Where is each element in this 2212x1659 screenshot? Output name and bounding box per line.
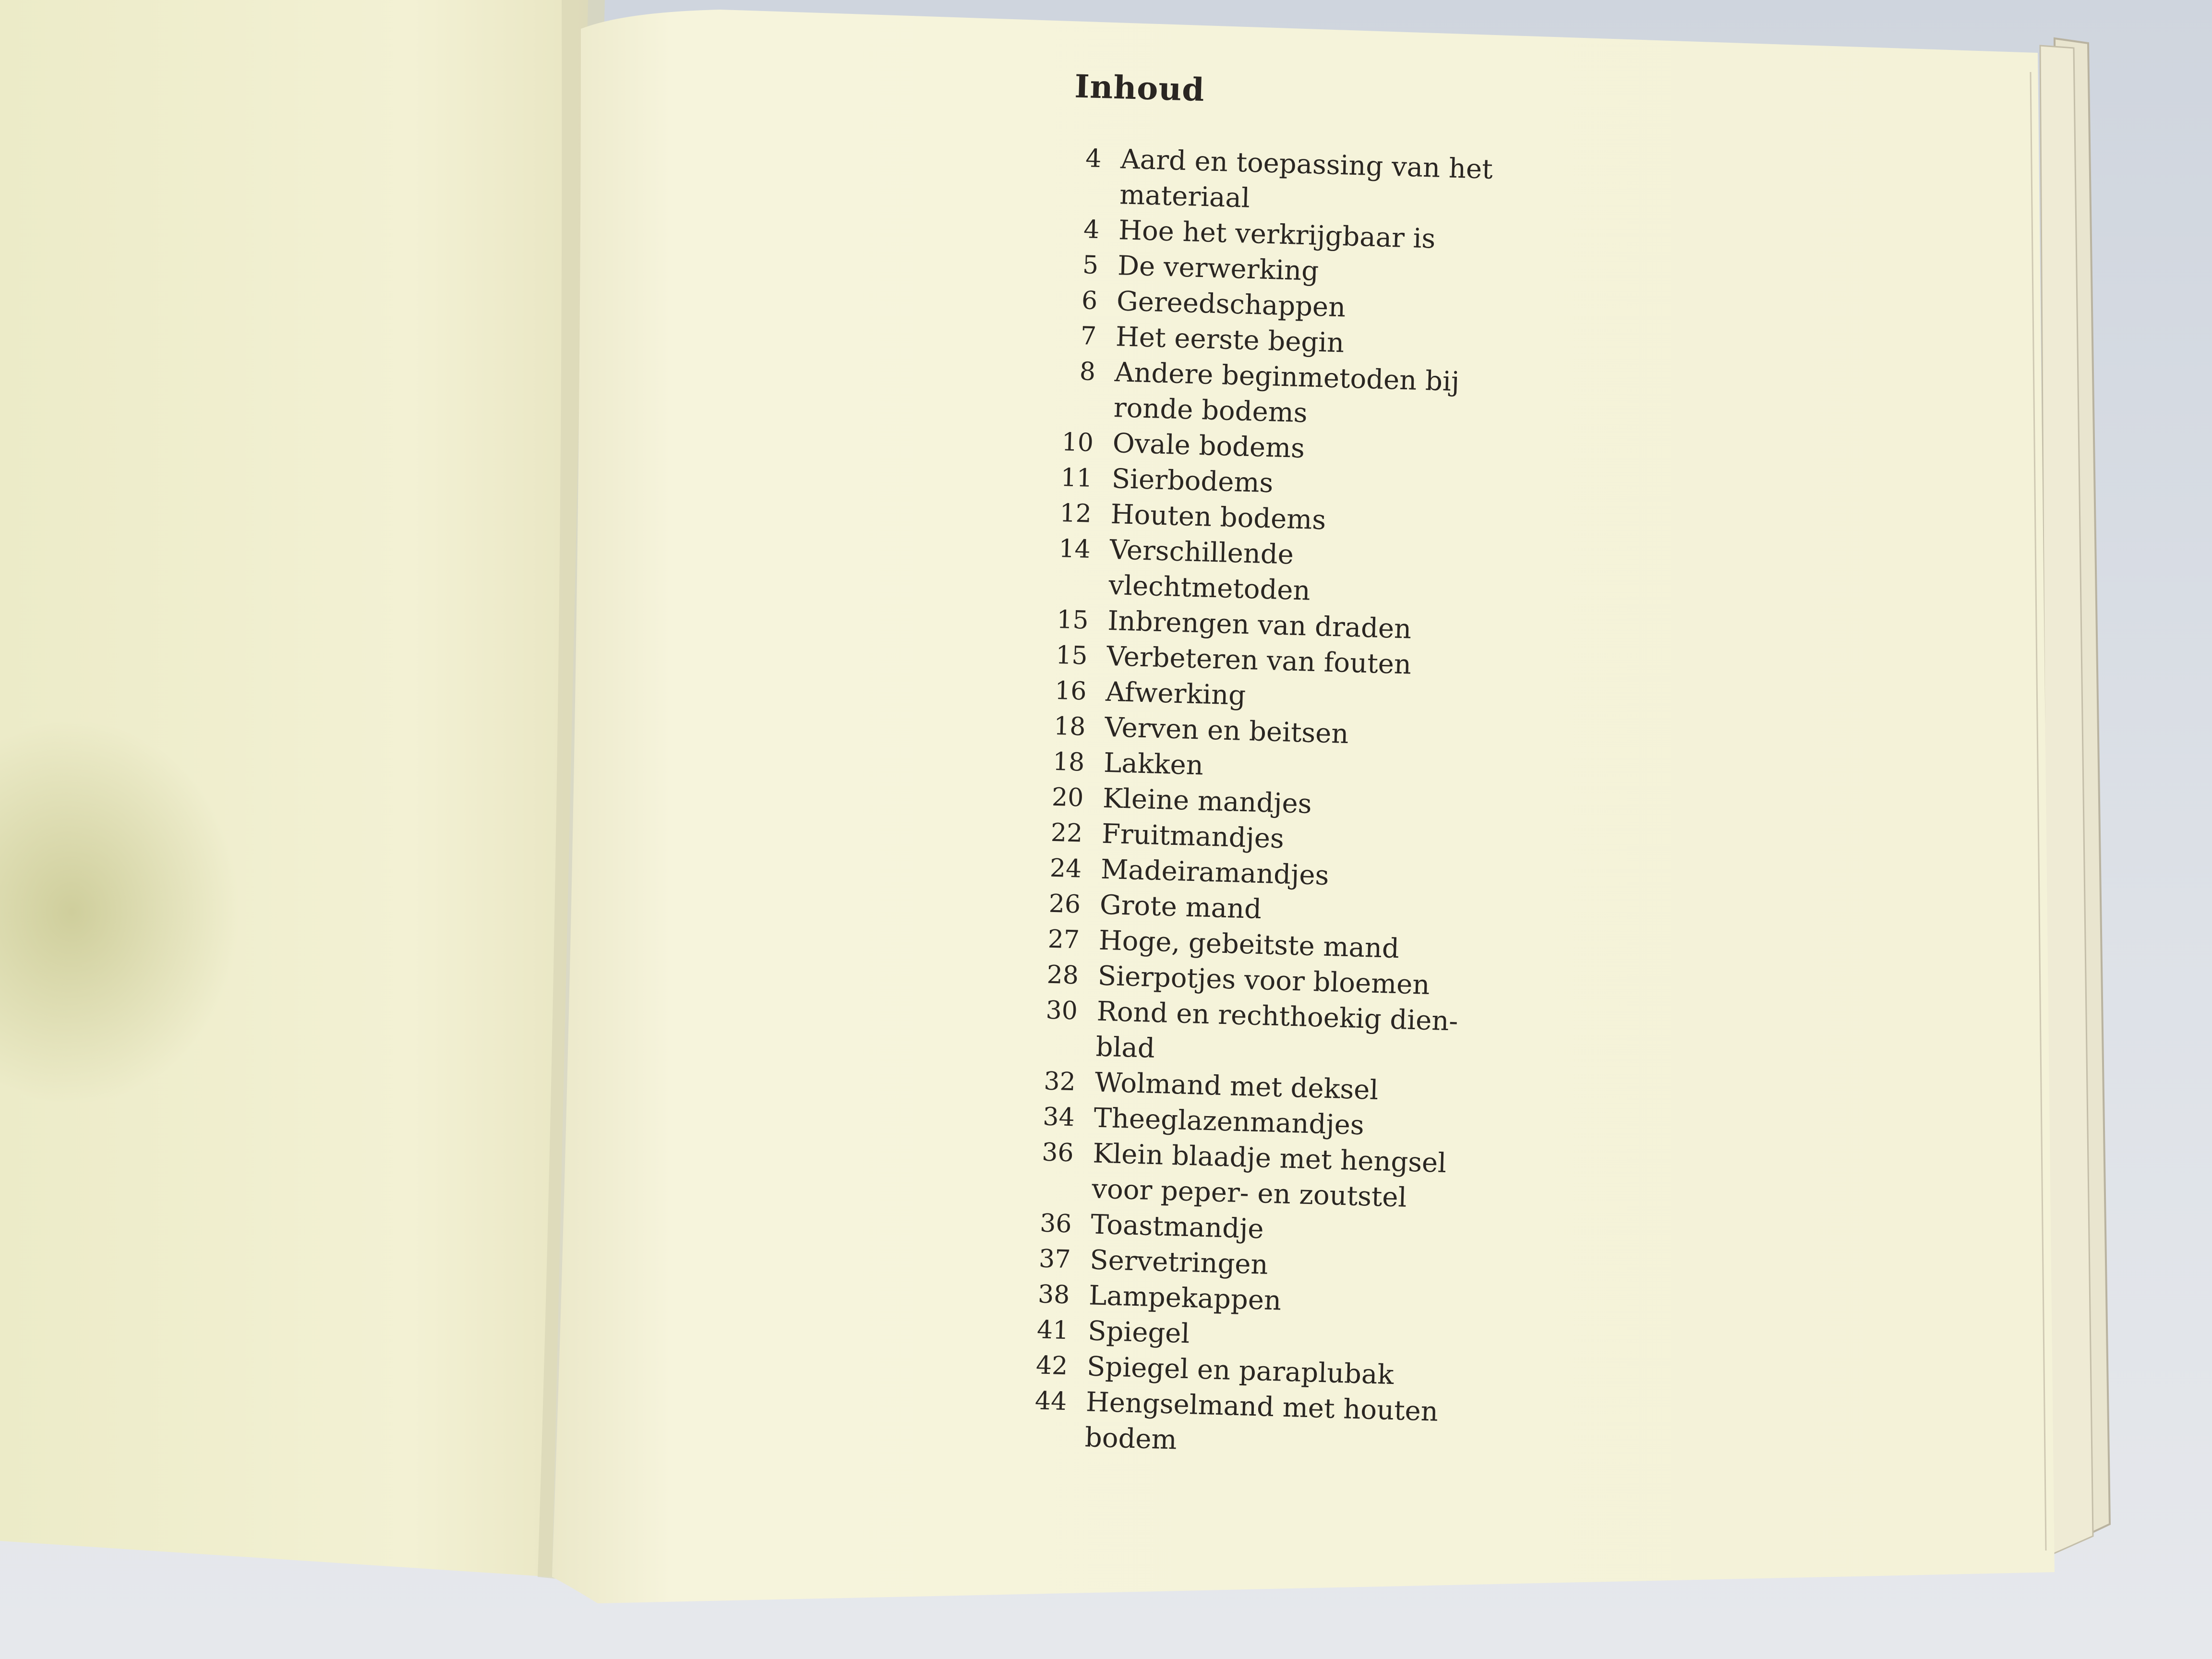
toc-entry-text: Ovale bodems [1112,428,1305,465]
toc-entry [1022,352,1504,437]
toc-entry-text: Wolmand met deksel [1094,1067,1379,1106]
toc-entry-text: Het eerste begin [1115,321,1345,359]
toc-entry-text: Lakken [1103,747,1204,781]
toc-entry [993,1382,1475,1467]
page-title: Inhoud [1074,67,1205,109]
toc-entry-text: Verbeteren van fouten [1106,640,1412,681]
toc-page-number: 32 [1043,1067,1076,1097]
toc-entry-text: Houten bodems [1110,498,1327,536]
toc-page-number: 20 [1051,782,1084,813]
toc-entry-text: Fruitmandjes [1101,818,1285,855]
toc-page-number: 10 [1061,428,1094,457]
toc-page-number: 8 [1079,357,1096,386]
toc-page-number: 38 [1037,1280,1070,1310]
toc-page-number: 42 [1035,1351,1069,1381]
toc-entry-text: Sierbodems [1111,463,1274,499]
toc-page-number: 34 [1042,1102,1075,1132]
toc-page-number: 7 [1080,322,1097,351]
toc-page-number: 18 [1053,711,1086,742]
toc-entry-text: Klein blaadje met hengsel voor peper- en zoutstel [1091,1138,1447,1214]
toc-entry-text: Verven en beitsen [1104,711,1349,750]
toc-entry-text: De verwerking [1117,250,1319,287]
toc-page-number: 22 [1050,818,1083,848]
toc-page-number: 15 [1056,605,1089,635]
toc-page-number: 36 [1041,1138,1074,1168]
toc-page-number: 41 [1036,1315,1070,1346]
toc-entry [1000,1133,1482,1218]
toc-page-number: 27 [1047,925,1080,955]
toc-page-number: 26 [1048,889,1081,919]
toc-page-number: 4 [1083,215,1100,245]
toc-entry-text: Madeiramandjes [1100,854,1330,891]
toc-entry-text: Lampekappen [1088,1280,1282,1317]
toc-page-number: 5 [1082,251,1099,280]
toc-entry-text: Gereedschappen [1116,286,1346,324]
toc-entry [1028,139,1510,224]
toc-entry-text: Aard en toepassing van het materiaal [1119,144,1493,214]
toc-entry-text: Hoge, gebeitste mand [1098,925,1400,965]
toc-page-number: 6 [1081,286,1098,315]
toc-entry [1004,991,1486,1076]
toc-page-number: 36 [1039,1209,1072,1239]
toc-entry-text: Verschillende vlechtmetoden [1108,534,1311,607]
toc-entry-text: Hengselmand met houten bodem [1084,1386,1439,1456]
toc-list [993,139,1510,1467]
toc-page-number: 14 [1058,534,1091,564]
toc-entry-text: Kleine mandjes [1102,782,1312,820]
toc-entry-text: Grote mand [1099,889,1262,926]
toc-page-number: 18 [1052,747,1085,777]
toc-entry-text: Toastmandje [1090,1209,1264,1245]
toc-page-number: 44 [1034,1386,1067,1417]
toc-page-number: 24 [1049,854,1082,884]
toc-page-number: 30 [1045,996,1078,1026]
toc-entry-text: Hoe het verkrijgbaar is [1118,215,1436,255]
toc-page-number: 12 [1059,498,1092,529]
toc-page-number: 11 [1060,463,1093,493]
toc-entry-text: Rond en rechthoekig dien- blad [1095,996,1459,1064]
toc-page-number: 37 [1038,1244,1071,1274]
toc-page-number: 28 [1046,960,1079,990]
toc-page-number: 15 [1055,640,1088,671]
toc-page-number: 16 [1054,676,1087,706]
toc-entry [1017,530,1499,614]
toc-entry-text: Sierpotjes voor bloemen [1097,960,1431,1001]
toc-entry-text: Theeglazenmandjes [1093,1102,1365,1142]
toc-entry-text: Spiegel en paraplubak [1086,1351,1395,1391]
toc-entry-text: Servetringen [1089,1244,1269,1281]
toc-page-number: 4 [1085,144,1102,174]
toc-entry-text: Andere beginmetoden bij ronde bodems [1113,357,1460,429]
toc-entry-text: Inbrengen van draden [1107,605,1412,645]
table-of-contents [992,62,1512,1515]
toc-entry-text: Spiegel [1087,1315,1190,1350]
toc-entry-text: Afwerking [1105,676,1247,711]
